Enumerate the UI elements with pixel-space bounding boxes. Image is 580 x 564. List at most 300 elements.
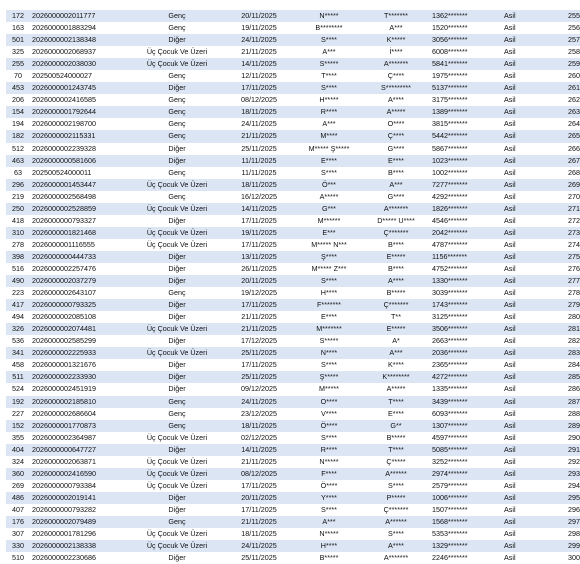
cell-category: Genç [132,70,222,82]
table-row [6,287,580,299]
cell-row-index: 494 [6,311,30,323]
table-row [6,480,580,492]
cell-id-number: 3175******* [430,94,502,106]
cell-status: Asil [502,540,548,552]
cell-category: Diğer [132,371,222,383]
cell-status: Asil [502,34,548,46]
cell-application-date: 17/11/2025 [222,504,296,516]
cell-id-number: 1156******* [430,251,502,263]
cell-id-number: 1975******* [430,70,502,82]
table-row [6,552,580,564]
cell-application-date: 17/11/2025 [222,215,296,227]
cell-application-number: 2026000002585299 [30,335,132,347]
cell-id-number: 2579******* [430,480,502,492]
cell-application-number: 2026000001453447 [30,179,132,191]
cell-row-index: 163 [6,22,30,34]
cell-row-index: 255 [6,58,30,70]
table-row [6,275,580,287]
cell-application-date: 14/11/2025 [222,203,296,215]
cell-row-index: 269 [6,480,30,492]
cell-status: Asil [502,408,548,420]
cell-status: Asil [502,359,548,371]
cell-rank: 263 [548,106,580,118]
cell-category: Genç [132,22,222,34]
cell-application-date: 14/11/2025 [222,58,296,70]
cell-application-date: 25/11/2025 [222,143,296,155]
cell-last-name: G**** [362,143,430,155]
cell-rank: 300 [548,552,580,564]
cell-id-number: 2246******* [430,552,502,564]
cell-rank: 266 [548,143,580,155]
cell-id-number: 4787******* [430,239,502,251]
table-row [6,444,580,456]
cell-row-index: 486 [6,492,30,504]
cell-application-number: 2026000002115331 [30,130,132,142]
cell-last-name: K***** [362,34,430,46]
cell-row-index: 453 [6,82,30,94]
cell-application-date: 24/11/2025 [222,540,296,552]
cell-category: Genç [132,287,222,299]
cell-category: Genç [132,191,222,203]
cell-id-number: 3815******* [430,118,502,130]
cell-rank: 268 [548,167,580,179]
cell-first-name: S***** [296,335,362,347]
cell-row-index: 310 [6,227,30,239]
cell-status: Asil [502,130,548,142]
cell-first-name: N***** [296,456,362,468]
table-row [6,46,580,58]
cell-first-name: Ö**** [296,480,362,492]
cell-category: Üç Çocuk Ve Üzeri [132,203,222,215]
cell-first-name: G*** [296,203,362,215]
cell-first-name: A*** [296,46,362,58]
cell-rank: 264 [548,118,580,130]
cell-rank: 293 [548,468,580,480]
cell-first-name: T**** [296,70,362,82]
cell-category: Diğer [132,299,222,311]
cell-status: Asil [502,371,548,383]
cell-rank: 257 [548,34,580,46]
cell-id-number: 3039******* [430,287,502,299]
cell-category: Genç [132,396,222,408]
cell-status: Asil [502,480,548,492]
cell-first-name: S**** [296,82,362,94]
table-row [6,335,580,347]
cell-status: Asil [502,275,548,287]
cell-row-index: 510 [6,552,30,564]
cell-application-number: 2026000001243745 [30,82,132,94]
cell-application-number: 2026000002063871 [30,456,132,468]
cell-first-name: M***** Ş***** [296,143,362,155]
cell-rank: 272 [548,215,580,227]
cell-category: Diğer [132,504,222,516]
cell-rank: 260 [548,70,580,82]
cell-application-date: 25/11/2025 [222,347,296,359]
cell-first-name: S**** [296,275,362,287]
cell-status: Asil [502,10,548,22]
cell-status: Asil [502,552,548,564]
cell-category: Üç Çocuk Ve Üzeri [132,468,222,480]
cell-rank: 292 [548,456,580,468]
cell-last-name: T**** [362,396,430,408]
cell-row-index: 407 [6,504,30,516]
cell-first-name: Ö*** [296,179,362,191]
cell-application-date: 24/11/2025 [222,34,296,46]
table-row [6,34,580,46]
cell-row-index: 227 [6,408,30,420]
cell-row-index: 418 [6,215,30,227]
cell-id-number: 4272******* [430,371,502,383]
cell-application-number: 2026000002037279 [30,275,132,287]
cell-rank: 271 [548,203,580,215]
cell-row-index: 176 [6,516,30,528]
cell-rank: 278 [548,287,580,299]
table-row [6,191,580,203]
table-row [6,347,580,359]
cell-id-number: 1023******* [430,155,502,167]
cell-status: Asil [502,420,548,432]
cell-application-number: 2026000000793384 [30,480,132,492]
cell-application-number: 2026000002568498 [30,191,132,203]
cell-application-date: 23/12/2025 [222,408,296,420]
table-row [6,203,580,215]
cell-category: Genç [132,118,222,130]
cell-row-index: 206 [6,94,30,106]
cell-first-name: V**** [296,408,362,420]
cell-first-name: Ş***** [296,371,362,383]
cell-status: Asil [502,347,548,359]
cell-status: Asil [502,70,548,82]
cell-application-number: 2026000002225933 [30,347,132,359]
cell-row-index: 355 [6,432,30,444]
cell-last-name: B**** [362,239,430,251]
cell-status: Asil [502,323,548,335]
table-row [6,432,580,444]
cell-application-date: 17/12/2025 [222,335,296,347]
cell-application-date: 11/11/2025 [222,167,296,179]
cell-application-date: 17/11/2025 [222,239,296,251]
cell-application-number: 2026000002068937 [30,46,132,58]
table-row [6,371,580,383]
cell-id-number: 1507******* [430,504,502,516]
cell-first-name: B***** [296,552,362,564]
cell-last-name: A*** [362,347,430,359]
cell-first-name: N***** [296,528,362,540]
cell-id-number: 1389******* [430,106,502,118]
table-row [6,504,580,516]
cell-application-date: 09/12/2025 [222,383,296,395]
cell-status: Asil [502,444,548,456]
cell-status: Asil [502,504,548,516]
cell-status: Asil [502,46,548,58]
table-row [6,468,580,480]
cell-status: Asil [502,22,548,34]
cell-id-number: 5085******* [430,444,502,456]
cell-rank: 284 [548,359,580,371]
cell-rank: 295 [548,492,580,504]
cell-id-number: 2036******* [430,347,502,359]
cell-application-number: 2026000002019141 [30,492,132,504]
cell-application-date: 17/11/2025 [222,359,296,371]
cell-application-number: 2026000001770873 [30,420,132,432]
cell-application-date: 18/11/2025 [222,179,296,191]
cell-last-name: E***** [362,251,430,263]
cell-first-name: Ö**** [296,420,362,432]
cell-application-date: 17/11/2025 [222,299,296,311]
table-row [6,58,580,70]
cell-last-name: A***** [362,383,430,395]
cell-rank: 298 [548,528,580,540]
cell-first-name: A*** [296,118,362,130]
cell-application-date: 24/11/2025 [222,396,296,408]
cell-rank: 294 [548,480,580,492]
cell-status: Asil [502,82,548,94]
cell-status: Asil [502,492,548,504]
cell-category: Genç [132,408,222,420]
cell-first-name: S***** [296,58,362,70]
cell-application-number: 2026000001321676 [30,359,132,371]
cell-application-date: 11/11/2025 [222,155,296,167]
cell-row-index: 219 [6,191,30,203]
cell-application-date: 21/11/2025 [222,46,296,58]
cell-last-name: T**** [362,444,430,456]
table-row [6,299,580,311]
cell-last-name: A***** [362,106,430,118]
cell-rank: 274 [548,239,580,251]
cell-status: Asil [502,191,548,203]
cell-id-number: 2042******* [430,227,502,239]
cell-row-index: 501 [6,34,30,46]
cell-category: Diğer [132,275,222,287]
cell-rank: 261 [548,82,580,94]
cell-status: Asil [502,456,548,468]
cell-first-name: H**** [296,287,362,299]
cell-rank: 255 [548,10,580,22]
cell-row-index: 324 [6,456,30,468]
cell-id-number: 1362******* [430,10,502,22]
cell-rank: 258 [548,46,580,58]
cell-rank: 287 [548,396,580,408]
cell-rank: 291 [548,444,580,456]
cell-application-date: 02/12/2025 [222,432,296,444]
cell-last-name: Ç***** [362,456,430,468]
cell-rank: 288 [548,408,580,420]
cell-id-number: 6008******* [430,46,502,58]
table-row [6,94,580,106]
cell-id-number: 1826******* [430,203,502,215]
cell-application-number: 2026000002038030 [30,58,132,70]
cell-id-number: 1330******* [430,275,502,287]
cell-last-name: İ**** [362,46,430,58]
cell-row-index: 223 [6,287,30,299]
cell-first-name: S**** [296,359,362,371]
cell-last-name: B**** [362,167,430,179]
cell-status: Asil [502,179,548,191]
cell-id-number: 2663******* [430,335,502,347]
cell-last-name: A******* [362,58,430,70]
cell-application-number: 2026000001883294 [30,22,132,34]
cell-row-index: 516 [6,263,30,275]
cell-application-date: 19/12/2025 [222,287,296,299]
cell-application-number: 2026000002198700 [30,118,132,130]
cell-application-date: 16/12/2025 [222,191,296,203]
cell-first-name: M***** [296,383,362,395]
cell-rank: 279 [548,299,580,311]
cell-rank: 280 [548,311,580,323]
cell-category: Diğer [132,492,222,504]
cell-status: Asil [502,58,548,70]
cell-row-index: 341 [6,347,30,359]
cell-last-name: E**** [362,155,430,167]
cell-last-name: P***** [362,492,430,504]
cell-last-name: A*** [362,179,430,191]
cell-id-number: 5867******* [430,143,502,155]
cell-first-name: R**** [296,106,362,118]
cell-category: Diğer [132,82,222,94]
cell-last-name: E**** [362,408,430,420]
cell-last-name: E***** [362,323,430,335]
cell-id-number: 5442******* [430,130,502,142]
cell-application-date: 18/11/2025 [222,106,296,118]
table-row [6,540,580,552]
cell-application-date: 20/11/2025 [222,275,296,287]
table-row [6,263,580,275]
cell-id-number: 2974******* [430,468,502,480]
cell-last-name: A*** [362,22,430,34]
cell-application-date: 13/11/2025 [222,251,296,263]
cell-application-date: 08/12/2025 [222,94,296,106]
cell-last-name: S**** [362,480,430,492]
cell-last-name: B***** [362,432,430,444]
cell-category: Diğer [132,552,222,564]
cell-id-number: 5353******* [430,528,502,540]
cell-application-date: 21/11/2025 [222,130,296,142]
cell-application-number: 2026000002074481 [30,323,132,335]
table-row [6,420,580,432]
cell-application-number: 2026000002416590 [30,468,132,480]
table-row [6,70,580,82]
cell-first-name: F******* [296,299,362,311]
table-row [6,528,580,540]
cell-application-number: 2026000002011777 [30,10,132,22]
cell-id-number: 1329******* [430,540,502,552]
cell-first-name: S**** [296,167,362,179]
cell-row-index: 194 [6,118,30,130]
cell-row-index: 250 [6,203,30,215]
cell-status: Asil [502,118,548,130]
cell-status: Asil [502,155,548,167]
cell-category: Üç Çocuk Ve Üzeri [132,58,222,70]
cell-rank: 277 [548,275,580,287]
cell-rank: 256 [548,22,580,34]
cell-last-name: K**** [362,359,430,371]
cell-application-date: 17/11/2025 [222,82,296,94]
cell-category: Diğer [132,335,222,347]
cell-last-name: T** [362,311,430,323]
cell-last-name: T******* [362,10,430,22]
cell-application-number: 2026000002230686 [30,552,132,564]
cell-first-name: Ş**** [296,251,362,263]
cell-application-date: 20/11/2025 [222,492,296,504]
cell-category: Diğer [132,383,222,395]
results-table-body [6,10,580,564]
table-row [6,311,580,323]
table-row [6,359,580,371]
cell-row-index: 63 [6,167,30,179]
cell-application-date: 18/11/2025 [222,528,296,540]
cell-application-date: 21/11/2025 [222,323,296,335]
cell-status: Asil [502,299,548,311]
cell-application-date: 25/11/2025 [222,371,296,383]
cell-category: Üç Çocuk Ve Üzeri [132,540,222,552]
cell-id-number: 5841******* [430,58,502,70]
cell-rank: 290 [548,432,580,444]
cell-last-name: O**** [362,118,430,130]
cell-id-number: 1520******* [430,22,502,34]
cell-last-name: A******* [362,203,430,215]
cell-rank: 267 [548,155,580,167]
table-row [6,383,580,395]
table-row [6,251,580,263]
cell-rank: 289 [548,420,580,432]
cell-first-name: E**** [296,311,362,323]
cell-category: Üç Çocuk Ve Üzeri [132,528,222,540]
cell-status: Asil [502,383,548,395]
cell-first-name: H***** [296,94,362,106]
table-row [6,396,580,408]
cell-row-index: 152 [6,420,30,432]
cell-category: Diğer [132,263,222,275]
cell-application-number: 2026000002185810 [30,396,132,408]
cell-application-date: 14/11/2025 [222,444,296,456]
cell-application-number: 2026000002138348 [30,34,132,46]
cell-application-number: 2026000002451919 [30,383,132,395]
cell-application-number: 2026000000647727 [30,444,132,456]
cell-id-number: 1002******* [430,167,502,179]
cell-application-date: 25/11/2025 [222,552,296,564]
cell-application-date: 19/11/2025 [222,22,296,34]
cell-id-number: 4292******* [430,191,502,203]
cell-category: Diğer [132,143,222,155]
cell-first-name: R**** [296,444,362,456]
cell-status: Asil [502,516,548,528]
cell-row-index: 398 [6,251,30,263]
cell-first-name: A*** [296,516,362,528]
cell-application-number: 2026000002257476 [30,263,132,275]
table-row [6,227,580,239]
cell-rank: 259 [548,58,580,70]
table-row [6,22,580,34]
cell-status: Asil [502,106,548,118]
cell-last-name: D***** U**** [362,215,430,227]
cell-application-number: 202500524000011 [30,167,132,179]
cell-first-name: F**** [296,468,362,480]
cell-last-name: Ç**** [362,70,430,82]
cell-category: Diğer [132,251,222,263]
table-row [6,215,580,227]
cell-application-number: 2026000000793327 [30,215,132,227]
cell-category: Üç Çocuk Ve Üzeri [132,480,222,492]
cell-application-date: 24/11/2025 [222,118,296,130]
cell-first-name: E*** [296,227,362,239]
cell-rank: 297 [548,516,580,528]
cell-row-index: 360 [6,468,30,480]
cell-last-name: S********* [362,82,430,94]
cell-last-name: G**** [362,191,430,203]
table-row [6,179,580,191]
cell-row-index: 278 [6,239,30,251]
cell-id-number: 7277******* [430,179,502,191]
